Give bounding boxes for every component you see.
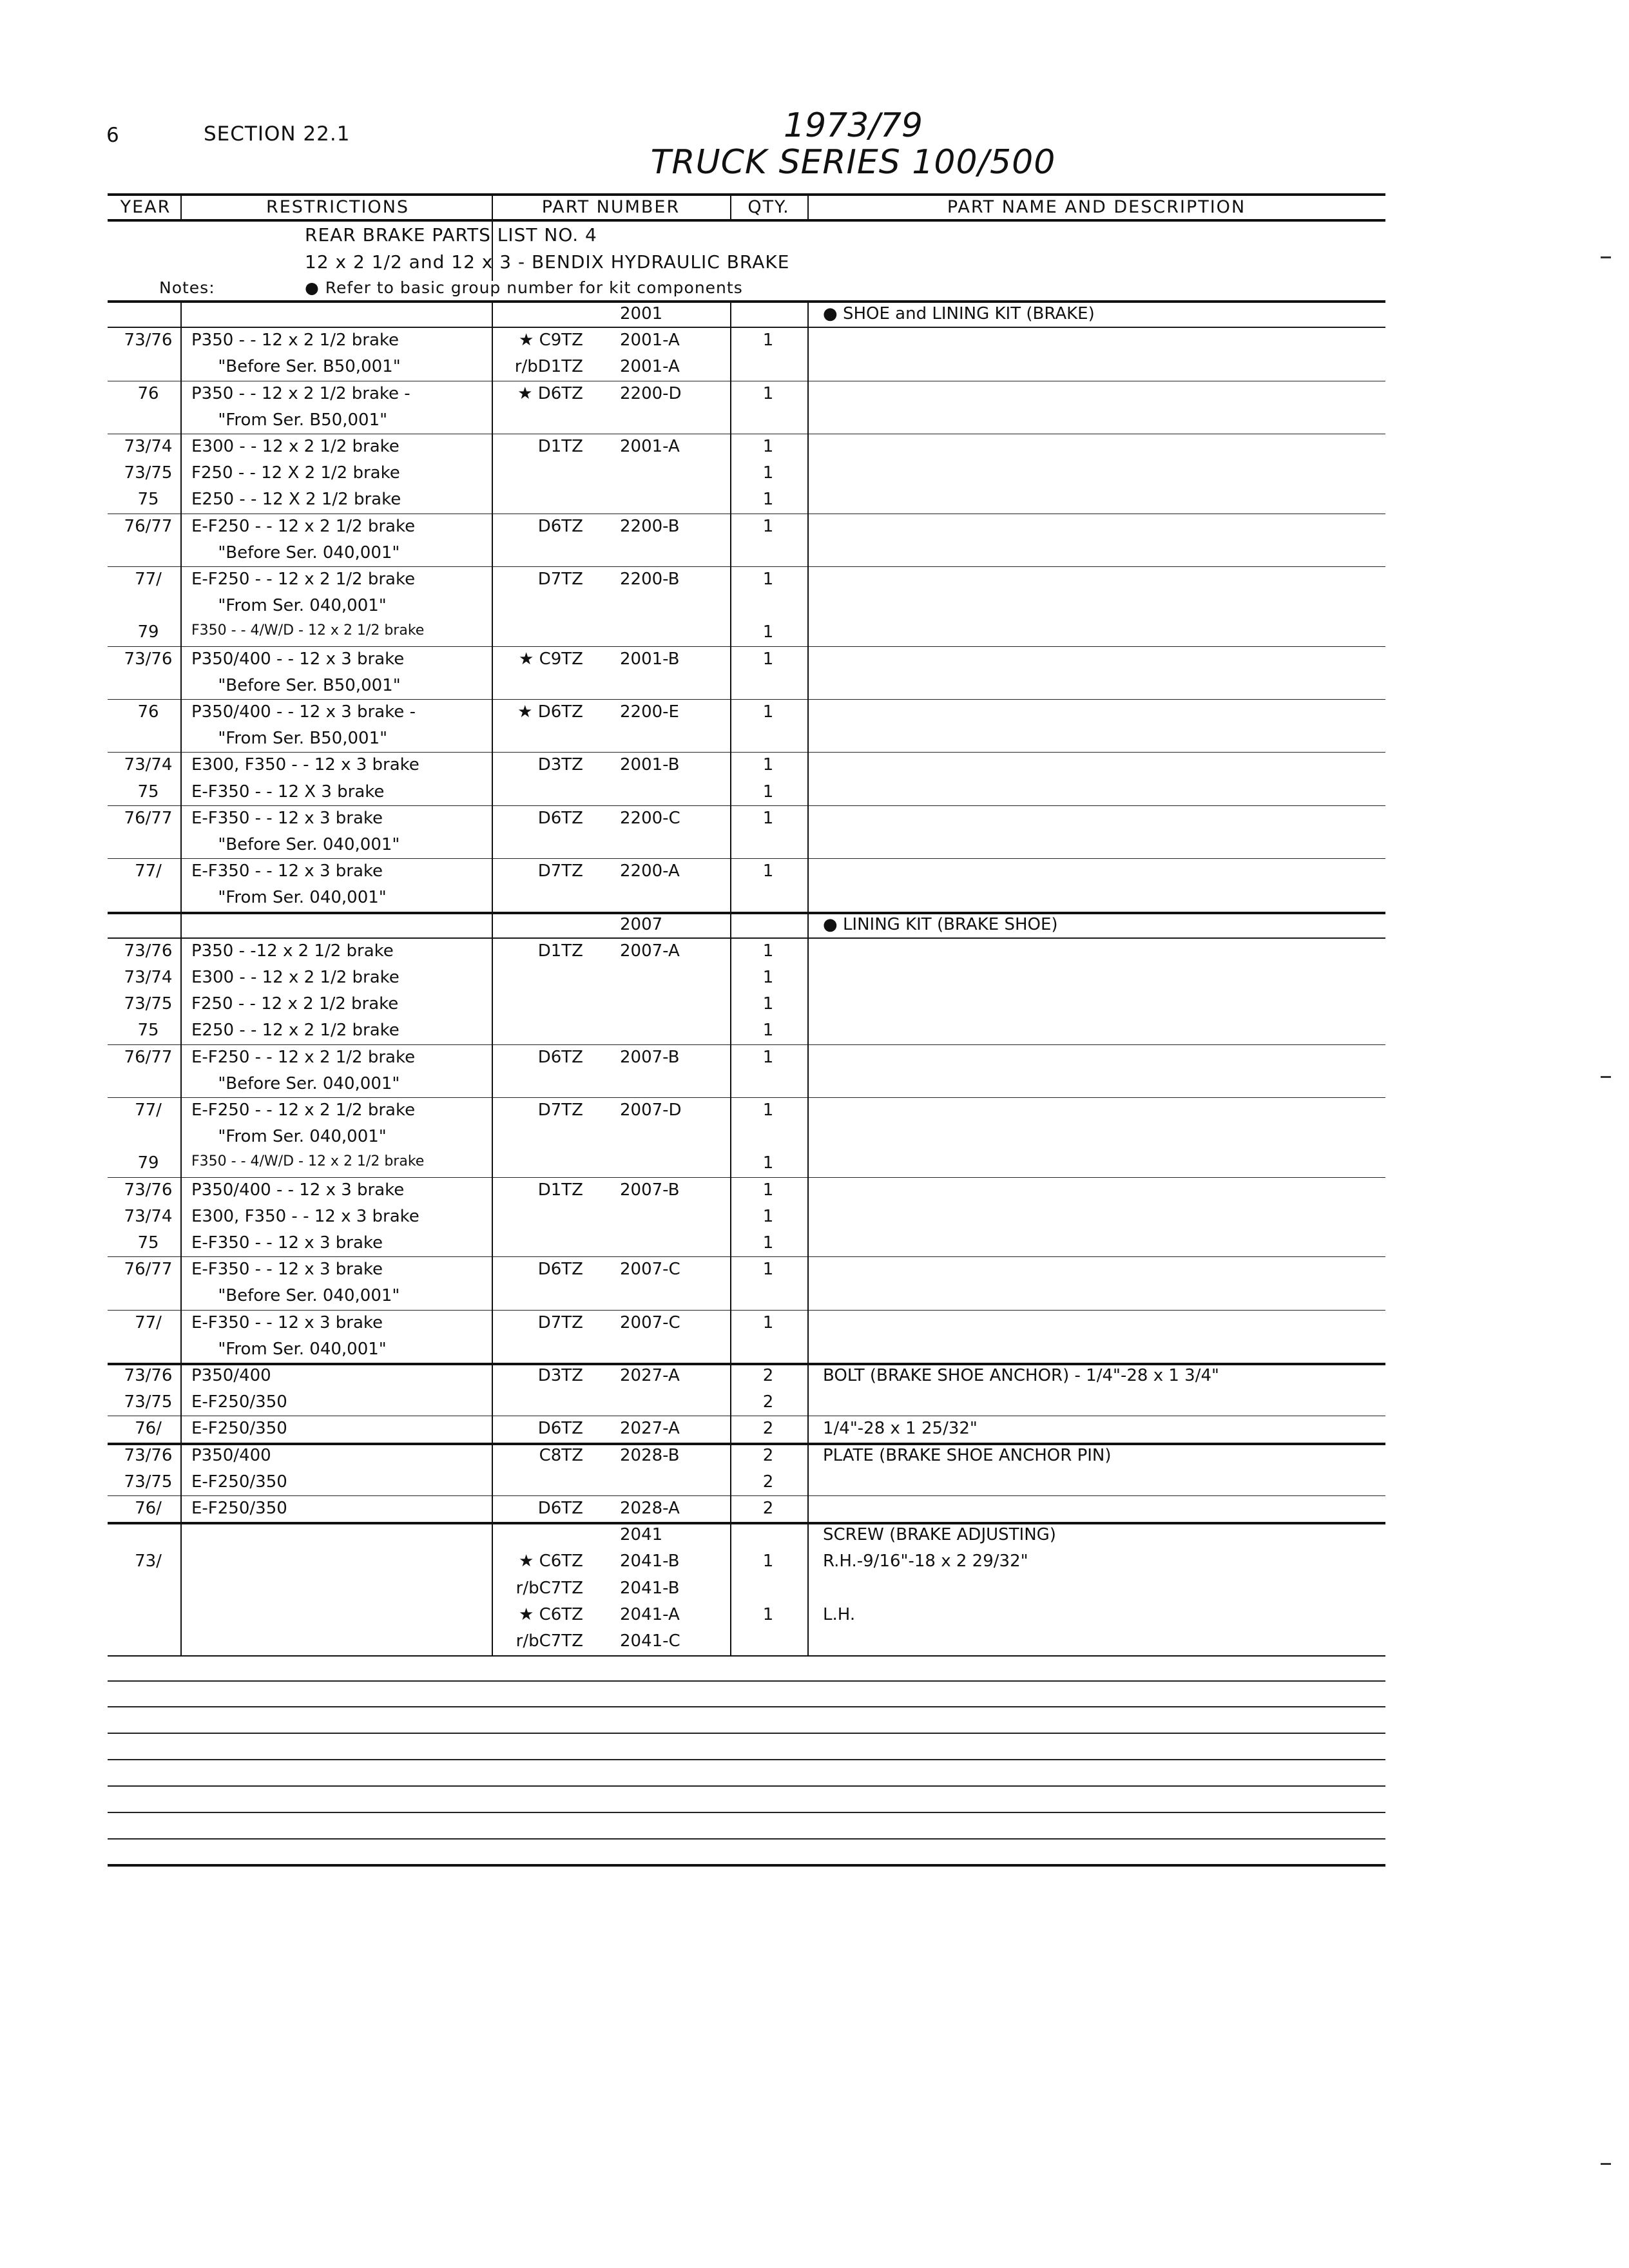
part-base-cell: 2041-B	[620, 1552, 680, 1571]
qty-cell: 1	[762, 1552, 774, 1571]
year-cell: 76	[137, 383, 159, 403]
restrictions-cell: "From Ser. B50,001"	[191, 729, 388, 749]
year-cell: 73/	[135, 1552, 162, 1571]
description-cell: BOLT (BRAKE SHOE ANCHOR) - 1/4"-28 x 1 3/4"	[823, 1366, 1219, 1385]
part-base-cell: 2007-C	[620, 1312, 680, 1332]
restrictions-cell: E300 - - 12 x 2 1/2 brake	[191, 968, 400, 987]
part-base-cell: 2001	[620, 304, 663, 323]
restrictions-cell: P350 - -12 x 2 1/2 brake	[191, 941, 394, 961]
qty-cell: 1	[762, 994, 774, 1014]
part-base-cell: 2028-B	[620, 1445, 680, 1465]
qty-cell: 1	[762, 1604, 774, 1624]
year-cell: 75	[137, 782, 159, 802]
part-base-cell: 2001-A	[620, 357, 680, 377]
restrictions-cell: E-F350 - - 12 x 3 brake	[191, 861, 383, 881]
list-title: REAR BRAKE PARTS LIST NO. 4	[305, 224, 597, 245]
restrictions-cell: E-F350 - - 12 x 3 brake	[191, 1312, 383, 1332]
table-row	[108, 726, 1385, 753]
qty-cell: 1	[762, 1153, 774, 1173]
qty-cell: 1	[762, 622, 774, 642]
notes-label: Notes:	[159, 278, 215, 297]
part-prefix-cell: ★ C6TZ	[519, 1552, 583, 1571]
part-prefix-cell: ★ C6TZ	[519, 1604, 583, 1624]
qty-cell: 1	[762, 702, 774, 722]
restrictions-cell: E-F250/350	[191, 1392, 287, 1412]
year-cell: 79	[137, 622, 159, 642]
part-base-cell: 2001-A	[620, 331, 680, 351]
part-prefix-cell: D7TZ	[537, 1312, 583, 1332]
part-base-cell: 2007-C	[620, 1260, 680, 1280]
table-row	[108, 673, 1385, 700]
table-row	[108, 302, 1385, 328]
restrictions-cell: E-F350 - - 12 x 3 brake	[191, 1233, 383, 1253]
table-row	[108, 1443, 1385, 1470]
restrictions-cell: E-F250 - - 12 x 2 1/2 brake	[191, 570, 416, 589]
qty-cell: 1	[762, 1180, 774, 1200]
year-cell: 76/77	[124, 808, 173, 828]
table-row	[108, 593, 1385, 620]
description-cell: ● LINING KIT (BRAKE SHOE)	[823, 914, 1058, 934]
restrictions-cell: E300, F350 - - 12 x 3 brake	[191, 755, 419, 775]
table-row	[108, 1337, 1385, 1363]
qty-cell: 1	[762, 463, 774, 483]
part-base-cell: 2007-B	[620, 1047, 680, 1067]
part-prefix-cell: D6TZ	[537, 1260, 583, 1280]
table-row	[108, 780, 1385, 806]
part-prefix-cell: D6TZ	[537, 808, 583, 828]
qty-cell: 1	[762, 782, 774, 802]
qty-cell: 2	[762, 1366, 774, 1385]
restrictions-cell: E300, F350 - - 12 x 3 brake	[191, 1206, 419, 1226]
table-row	[108, 1018, 1385, 1044]
restrictions-cell: "Before Ser. 040,001"	[191, 835, 400, 854]
table-row	[108, 1072, 1385, 1098]
part-base-cell: 2041-A	[620, 1604, 680, 1624]
table-row	[108, 567, 1385, 593]
year-cell: 79	[137, 1153, 159, 1173]
part-prefix-cell: ★ C9TZ	[519, 331, 583, 351]
col-description: PART NAME AND DESCRIPTION	[947, 197, 1246, 217]
restrictions-cell: E-F250/350	[191, 1472, 287, 1492]
section-label: SECTION 22.1	[204, 122, 351, 146]
restrictions-cell: P350 - - 12 x 2 1/2 brake -	[191, 383, 410, 403]
restrictions-cell: E-F350 - - 12 x 3 brake	[191, 1260, 383, 1280]
qty-cell: 1	[762, 1260, 774, 1280]
part-base-cell: 2200-D	[620, 383, 682, 403]
restrictions-cell: "Before Ser. 040,001"	[191, 1286, 400, 1306]
part-base-cell: 2200-B	[620, 570, 680, 589]
list-subtitle: 12 x 2 1/2 and 12 x 3 - BENDIX HYDRAULIC BRAKE	[305, 251, 790, 273]
part-prefix-cell: D1TZ	[537, 1180, 583, 1200]
part-base-cell: 2007-B	[620, 1180, 680, 1200]
restrictions-cell: "Before Ser. B50,001"	[191, 675, 401, 695]
qty-cell: 1	[762, 941, 774, 961]
qty-cell: 1	[762, 1021, 774, 1041]
table-row	[108, 1178, 1385, 1204]
restrictions-cell: E-F250 - - 12 x 2 1/2 brake	[191, 1047, 416, 1067]
restrictions-cell: E-F250/350	[191, 1499, 287, 1518]
year-cell: 73/74	[124, 968, 173, 987]
year-cell: 76/	[135, 1499, 162, 1518]
table-row	[108, 1124, 1385, 1151]
restrictions-cell: "From Ser. 040,001"	[191, 1127, 387, 1147]
restrictions-cell: "Before Ser. 040,001"	[191, 543, 400, 562]
restrictions-cell: P350/400	[191, 1366, 271, 1385]
restrictions-cell: "From Ser. 040,001"	[191, 1339, 387, 1359]
qty-cell: 1	[762, 808, 774, 828]
table-row	[108, 541, 1385, 567]
year-cell: 73/75	[124, 463, 173, 483]
part-prefix-cell: D3TZ	[537, 755, 583, 775]
notes-text: ● Refer to basic group number for kit components	[305, 278, 743, 297]
col-qty: QTY.	[747, 197, 790, 217]
part-base-cell: 2200-B	[620, 516, 680, 536]
restrictions-cell: "From Ser. 040,001"	[191, 888, 387, 908]
part-prefix-cell: r/bC7TZ	[516, 1578, 583, 1598]
part-base-cell: 2028-A	[620, 1499, 680, 1518]
title-series: TRUCK SERIES 100/500	[650, 143, 1056, 182]
restrictions-cell: P350/400	[191, 1445, 271, 1465]
year-cell: 76/77	[124, 1260, 173, 1280]
table-row	[108, 1390, 1385, 1416]
qty-cell: 1	[762, 383, 774, 403]
restrictions-cell: E250 - - 12 X 2 1/2 brake	[191, 490, 401, 510]
restrictions-cell: P350/400 - - 12 x 3 brake	[191, 1180, 405, 1200]
table-row	[108, 1045, 1385, 1072]
year-cell: 73/76	[124, 1180, 173, 1200]
year-cell: 77/	[135, 861, 162, 881]
year-cell: 73/76	[124, 1445, 173, 1465]
part-prefix-cell: D6TZ	[537, 1419, 583, 1439]
part-base-cell: 2007	[620, 914, 663, 934]
qty-cell: 1	[762, 516, 774, 536]
restrictions-cell: F250 - - 12 x 2 1/2 brake	[191, 994, 399, 1014]
qty-cell: 1	[762, 861, 774, 881]
table-row	[108, 461, 1385, 487]
qty-cell: 1	[762, 570, 774, 589]
table-row	[108, 1496, 1385, 1523]
table-row	[108, 939, 1385, 965]
table-row	[108, 965, 1385, 992]
part-prefix-cell: ★ D6TZ	[517, 702, 583, 722]
qty-cell: 1	[762, 649, 774, 669]
table-row	[108, 1602, 1385, 1629]
year-cell: 77/	[135, 1312, 162, 1332]
table-row	[108, 1204, 1385, 1231]
page-number: 6	[106, 124, 119, 147]
part-base-cell: 2027-A	[620, 1419, 680, 1439]
qty-cell: 1	[762, 1100, 774, 1120]
qty-cell: 1	[762, 1233, 774, 1253]
col-part-number: PART NUMBER	[541, 197, 680, 217]
table-row	[108, 753, 1385, 779]
restrictions-cell: F350 - - 4/W/D - 12 x 2 1/2 brake	[191, 1153, 425, 1170]
part-base-cell: 2200-C	[620, 808, 680, 828]
year-cell: 75	[137, 1021, 159, 1041]
part-prefix-cell: D1TZ	[537, 941, 583, 961]
table-row	[108, 1257, 1385, 1283]
restrictions-cell: P350 - - 12 x 2 1/2 brake	[191, 331, 400, 351]
description-cell: 1/4"-28 x 1 25/32"	[823, 1419, 978, 1439]
year-cell: 76/77	[124, 1047, 173, 1067]
restrictions-cell: F350 - - 4/W/D - 12 x 2 1/2 brake	[191, 622, 425, 639]
qty-cell: 1	[762, 968, 774, 987]
table-row	[108, 992, 1385, 1018]
col-year: YEAR	[120, 197, 171, 217]
restrictions-cell: E250 - - 12 x 2 1/2 brake	[191, 1021, 400, 1041]
year-cell: 73/76	[124, 1366, 173, 1385]
part-base-cell: 2007-D	[620, 1100, 682, 1120]
description-cell: PLATE (BRAKE SHOE ANCHOR PIN)	[823, 1445, 1112, 1465]
table-row	[108, 832, 1385, 859]
year-cell: 73/75	[124, 994, 173, 1014]
table-row	[108, 354, 1385, 381]
table-row	[108, 1231, 1385, 1257]
part-prefix-cell: C8TZ	[539, 1445, 583, 1465]
description-cell: ● SHOE and LINING KIT (BRAKE)	[823, 304, 1095, 323]
part-prefix-cell: r/bC7TZ	[516, 1631, 583, 1651]
year-cell: 77/	[135, 570, 162, 589]
restrictions-cell: E-F250 - - 12 x 2 1/2 brake	[191, 1100, 416, 1120]
part-base-cell: 2007-A	[620, 941, 680, 961]
table-row	[108, 885, 1385, 912]
restrictions-cell: "From Ser. 040,001"	[191, 596, 387, 616]
table-row	[108, 328, 1385, 354]
restrictions-cell: E-F350 - - 12 X 3 brake	[191, 782, 385, 802]
part-prefix-cell: ★ C9TZ	[519, 649, 583, 669]
table-row	[108, 1549, 1385, 1575]
restrictions-cell: E-F350 - - 12 x 3 brake	[191, 808, 383, 828]
qty-cell: 2	[762, 1419, 774, 1439]
restrictions-cell: P350/400 - - 12 x 3 brake	[191, 649, 405, 669]
table-row	[108, 1151, 1385, 1177]
year-cell: 75	[137, 490, 159, 510]
qty-cell: 1	[762, 331, 774, 351]
qty-cell: 2	[762, 1392, 774, 1412]
part-prefix-cell: ★ D6TZ	[517, 383, 583, 403]
table-row	[108, 1311, 1385, 1337]
part-base-cell: 2001-B	[620, 649, 680, 669]
restrictions-cell: "Before Ser. B50,001"	[191, 357, 401, 377]
table-row	[108, 1416, 1385, 1443]
year-cell: 73/76	[124, 941, 173, 961]
year-cell: 77/	[135, 1100, 162, 1120]
part-base-cell: 2001-A	[620, 437, 680, 456]
part-prefix-cell: r/bD1TZ	[514, 357, 583, 377]
table-row	[108, 487, 1385, 514]
part-base-cell: 2041	[620, 1525, 663, 1545]
title-years: 1973/79	[783, 106, 923, 145]
year-cell: 73/75	[124, 1392, 173, 1412]
year-cell: 73/76	[124, 649, 173, 669]
part-prefix-cell: D6TZ	[537, 1047, 583, 1067]
qty-cell: 2	[762, 1445, 774, 1465]
year-cell: 76/77	[124, 516, 173, 536]
part-base-cell: 2001-B	[620, 755, 680, 775]
table-row	[108, 806, 1385, 832]
part-base-cell: 2200-E	[620, 702, 679, 722]
part-base-cell: 2041-C	[620, 1631, 680, 1651]
restrictions-cell: E-F250 - - 12 x 2 1/2 brake	[191, 516, 416, 536]
table-row	[108, 912, 1385, 939]
table-row	[108, 408, 1385, 434]
year-cell: 73/76	[124, 331, 173, 351]
qty-cell: 2	[762, 1499, 774, 1518]
table-row	[108, 700, 1385, 726]
qty-cell: 1	[762, 1047, 774, 1067]
restrictions-cell: "From Ser. B50,001"	[191, 410, 388, 430]
year-cell: 73/74	[124, 1206, 173, 1226]
year-cell: 76/	[135, 1419, 162, 1439]
part-prefix-cell: D1TZ	[537, 437, 583, 456]
table-row	[108, 1523, 1385, 1549]
qty-cell: 1	[762, 755, 774, 775]
qty-cell: 1	[762, 1206, 774, 1226]
part-prefix-cell: D7TZ	[537, 570, 583, 589]
year-cell: 76	[137, 702, 159, 722]
qty-cell: 1	[762, 490, 774, 510]
year-cell: 73/74	[124, 437, 173, 456]
table-row	[108, 859, 1385, 885]
part-prefix-cell: D3TZ	[537, 1366, 583, 1385]
table-row	[108, 514, 1385, 541]
part-prefix-cell: D7TZ	[537, 861, 583, 881]
qty-cell: 1	[762, 437, 774, 456]
qty-cell: 1	[762, 1312, 774, 1332]
restrictions-cell: E300 - - 12 x 2 1/2 brake	[191, 437, 400, 456]
col-restrictions: RESTRICTIONS	[265, 197, 410, 217]
part-prefix-cell: D7TZ	[537, 1100, 583, 1120]
part-base-cell: 2041-B	[620, 1578, 680, 1598]
table-row	[108, 434, 1385, 461]
table-row	[108, 1629, 1385, 1655]
part-prefix-cell: D6TZ	[537, 1499, 583, 1518]
table-row	[108, 620, 1385, 646]
table-row	[108, 1283, 1385, 1310]
table-row	[108, 1576, 1385, 1602]
restrictions-cell: "Before Ser. 040,001"	[191, 1073, 400, 1093]
year-cell: 73/74	[124, 755, 173, 775]
part-prefix-cell: D6TZ	[537, 516, 583, 536]
table-row	[108, 1470, 1385, 1496]
restrictions-cell: E-F250/350	[191, 1419, 287, 1439]
parts-table	[108, 193, 1385, 1662]
restrictions-cell: P350/400 - - 12 x 3 brake -	[191, 702, 416, 722]
part-base-cell: 2027-A	[620, 1366, 680, 1385]
part-base-cell: 2200-A	[620, 861, 680, 881]
description-cell: L.H.	[823, 1604, 856, 1624]
year-cell: 75	[137, 1233, 159, 1253]
year-cell: 73/75	[124, 1472, 173, 1492]
table-row	[108, 1363, 1385, 1390]
table-row	[108, 381, 1385, 408]
restrictions-cell: F250 - - 12 X 2 1/2 brake	[191, 463, 400, 483]
description-cell: SCREW (BRAKE ADJUSTING)	[823, 1525, 1056, 1545]
table-row	[108, 647, 1385, 673]
table-row	[108, 1098, 1385, 1124]
qty-cell: 2	[762, 1472, 774, 1492]
description-cell: R.H.-9/16"-18 x 2 29/32"	[823, 1552, 1028, 1571]
